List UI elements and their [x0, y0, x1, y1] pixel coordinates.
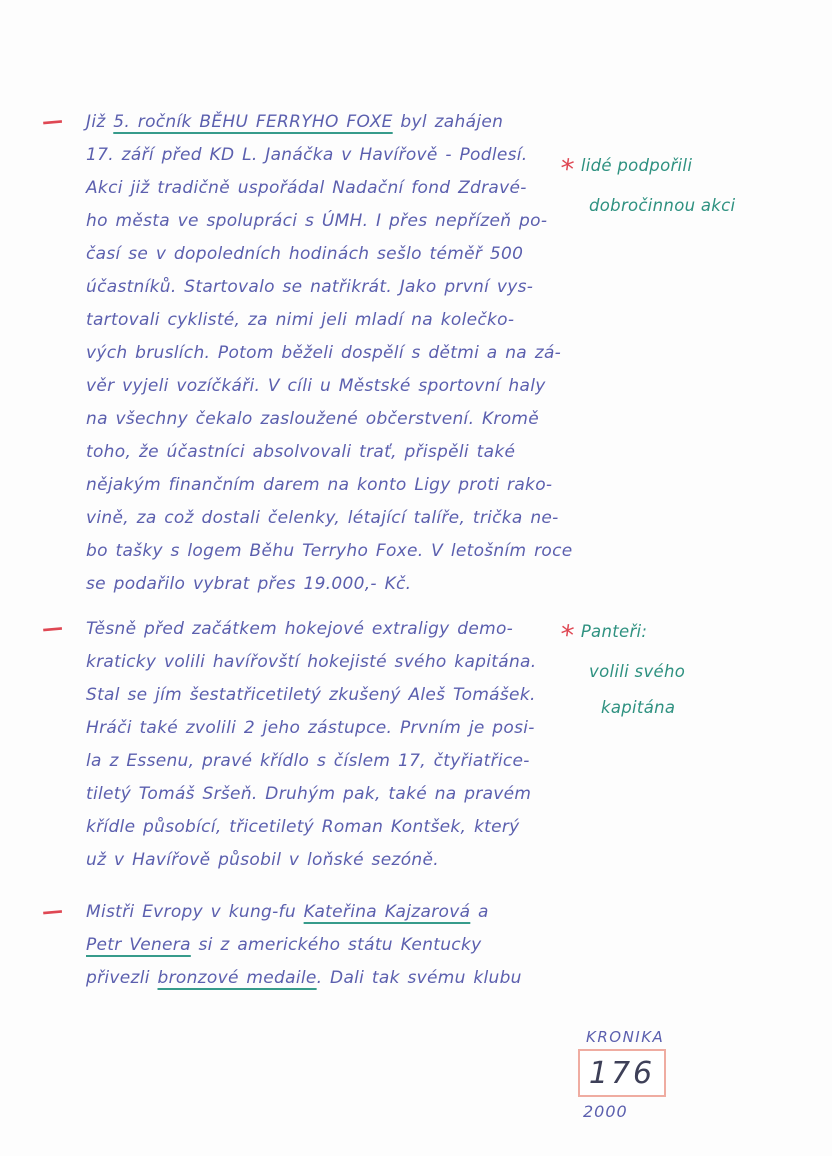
text-segment: křídle působící, třicetiletý Roman Kontšek, který — [86, 817, 520, 837]
text-line — [86, 929, 591, 962]
underlined-text: Kateřina Kajzarová — [303, 902, 471, 922]
paragraph — [40, 613, 591, 877]
text-segment: Těsně před začátkem hokejové extraligy demo- — [86, 619, 514, 639]
text-segment: už v Havířově působil v loňské sezóně. — [86, 850, 439, 870]
margin-note — [557, 614, 822, 726]
text-line — [86, 271, 591, 304]
margin-note-line: * Panteři: — [560, 614, 822, 654]
text-segment: toho, že účastníci absolvovali trať, přispěli také — [86, 442, 516, 462]
text-segment: tiletý Tomáš Sršeň. Druhým pak, také na pravém — [86, 784, 532, 804]
text-line — [86, 646, 591, 679]
text-line — [86, 238, 591, 271]
text-line — [86, 844, 591, 877]
underlined-text: Petr Venera — [86, 935, 191, 955]
text-line — [86, 502, 591, 535]
page-number: 176 — [588, 1055, 656, 1091]
margin-note-line: dobročinnou akci — [589, 196, 736, 215]
handwritten-text-column — [40, 106, 591, 995]
text-segment: na všechny čekalo zasloužené občerstvení. Kromě — [86, 409, 540, 429]
margin-note — [557, 148, 822, 224]
text-segment: bo tašky s logem Běhu Terryho Foxe. V letošním roce — [86, 541, 573, 561]
text-segment: a — [470, 902, 489, 922]
year-label: 2000 — [583, 1102, 628, 1121]
text-line — [86, 469, 591, 502]
red-dash-marker: — — [40, 615, 65, 641]
page-footer — [578, 1028, 708, 1121]
underlined-text: bronzové medaile — [157, 968, 317, 988]
text-segment: si z amerického státu Kentucky — [190, 935, 482, 955]
text-line — [86, 403, 591, 436]
margin-note-line: kapitána — [601, 698, 676, 717]
text-segment: tartovali cyklisté, za nimi jeli mladí na kolečko- — [86, 310, 515, 330]
text-segment: časí se v dopoledních hodinách sešlo téměř 500 — [86, 244, 524, 264]
red-asterisk-icon: * — [557, 619, 576, 652]
text-line — [86, 139, 591, 172]
margin-note-line: volili svého — [589, 662, 686, 681]
text-segment: věr vyjeli vozíčkáři. V cíli u Městské sportovní haly — [86, 376, 546, 396]
underlined-text: 5. ročník BĚHU FERRYHO FOXE — [113, 112, 393, 132]
text-segment: ho města ve spolupráci s ÚMH. I přes nepřízeň po- — [86, 211, 548, 231]
text-line — [86, 613, 591, 646]
page-number-box — [578, 1049, 666, 1097]
text-line — [86, 535, 591, 568]
text-line — [86, 679, 591, 712]
text-segment: Mistři Evropy v kung-fu — [86, 902, 304, 922]
paragraph — [40, 896, 591, 995]
red-dash-marker: — — [40, 898, 65, 924]
text-line — [86, 304, 591, 337]
text-line — [86, 436, 591, 469]
text-line — [86, 205, 591, 238]
text-segment: Akci již tradičně uspořádal Nadační fond Zdravé- — [86, 178, 527, 198]
paragraph — [40, 106, 591, 601]
text-segment: přivezli — [86, 968, 158, 988]
text-line — [86, 337, 591, 370]
text-segment: se podařilo vybrat přes 19.000,- Kč. — [86, 574, 412, 594]
text-segment: 17. září před KD L. Janáčka v Havířově - Podlesí. — [86, 145, 528, 165]
red-asterisk-icon: * — [557, 153, 576, 186]
text-segment: vině, za což dostali čelenky, létající talíře, trička ne- — [86, 508, 559, 528]
text-line — [86, 568, 591, 601]
text-segment: účastníků. Startovalo se natřikrát. Jako první vys- — [86, 277, 534, 297]
text-segment: Hráči také zvolili 2 jeho zástupce. Prvním je posi- — [86, 718, 535, 738]
text-line — [86, 778, 591, 811]
text-segment: Již — [86, 112, 114, 132]
text-segment: vých bruslích. Potom běželi dospělí s dětmi a na zá- — [86, 343, 562, 363]
text-line — [86, 896, 591, 929]
text-line — [86, 745, 591, 778]
text-line — [86, 962, 591, 995]
text-segment: . Dali tak svému klubu — [316, 968, 522, 988]
text-segment: nějakým finančním darem na konto Ligy proti rako- — [86, 475, 553, 495]
red-dash-marker: — — [40, 108, 65, 134]
text-line — [86, 712, 591, 745]
text-line — [86, 106, 591, 139]
text-segment: la z Essenu, pravé křídlo s číslem 17, čtyřiatřice- — [86, 751, 530, 771]
kronika-label: KRONIKA — [586, 1028, 665, 1046]
text-segment: byl zahájen — [392, 112, 504, 132]
text-segment: kraticky volili havířovští hokejisté svého kapitána. — [86, 652, 537, 672]
text-line — [86, 811, 591, 844]
text-segment: Stal se jím šestatřicetiletý zkušený Aleš Tomášek. — [86, 685, 536, 705]
margin-note-line: * lidé podpořili — [560, 148, 822, 188]
text-line — [86, 172, 591, 205]
text-line — [86, 370, 591, 403]
